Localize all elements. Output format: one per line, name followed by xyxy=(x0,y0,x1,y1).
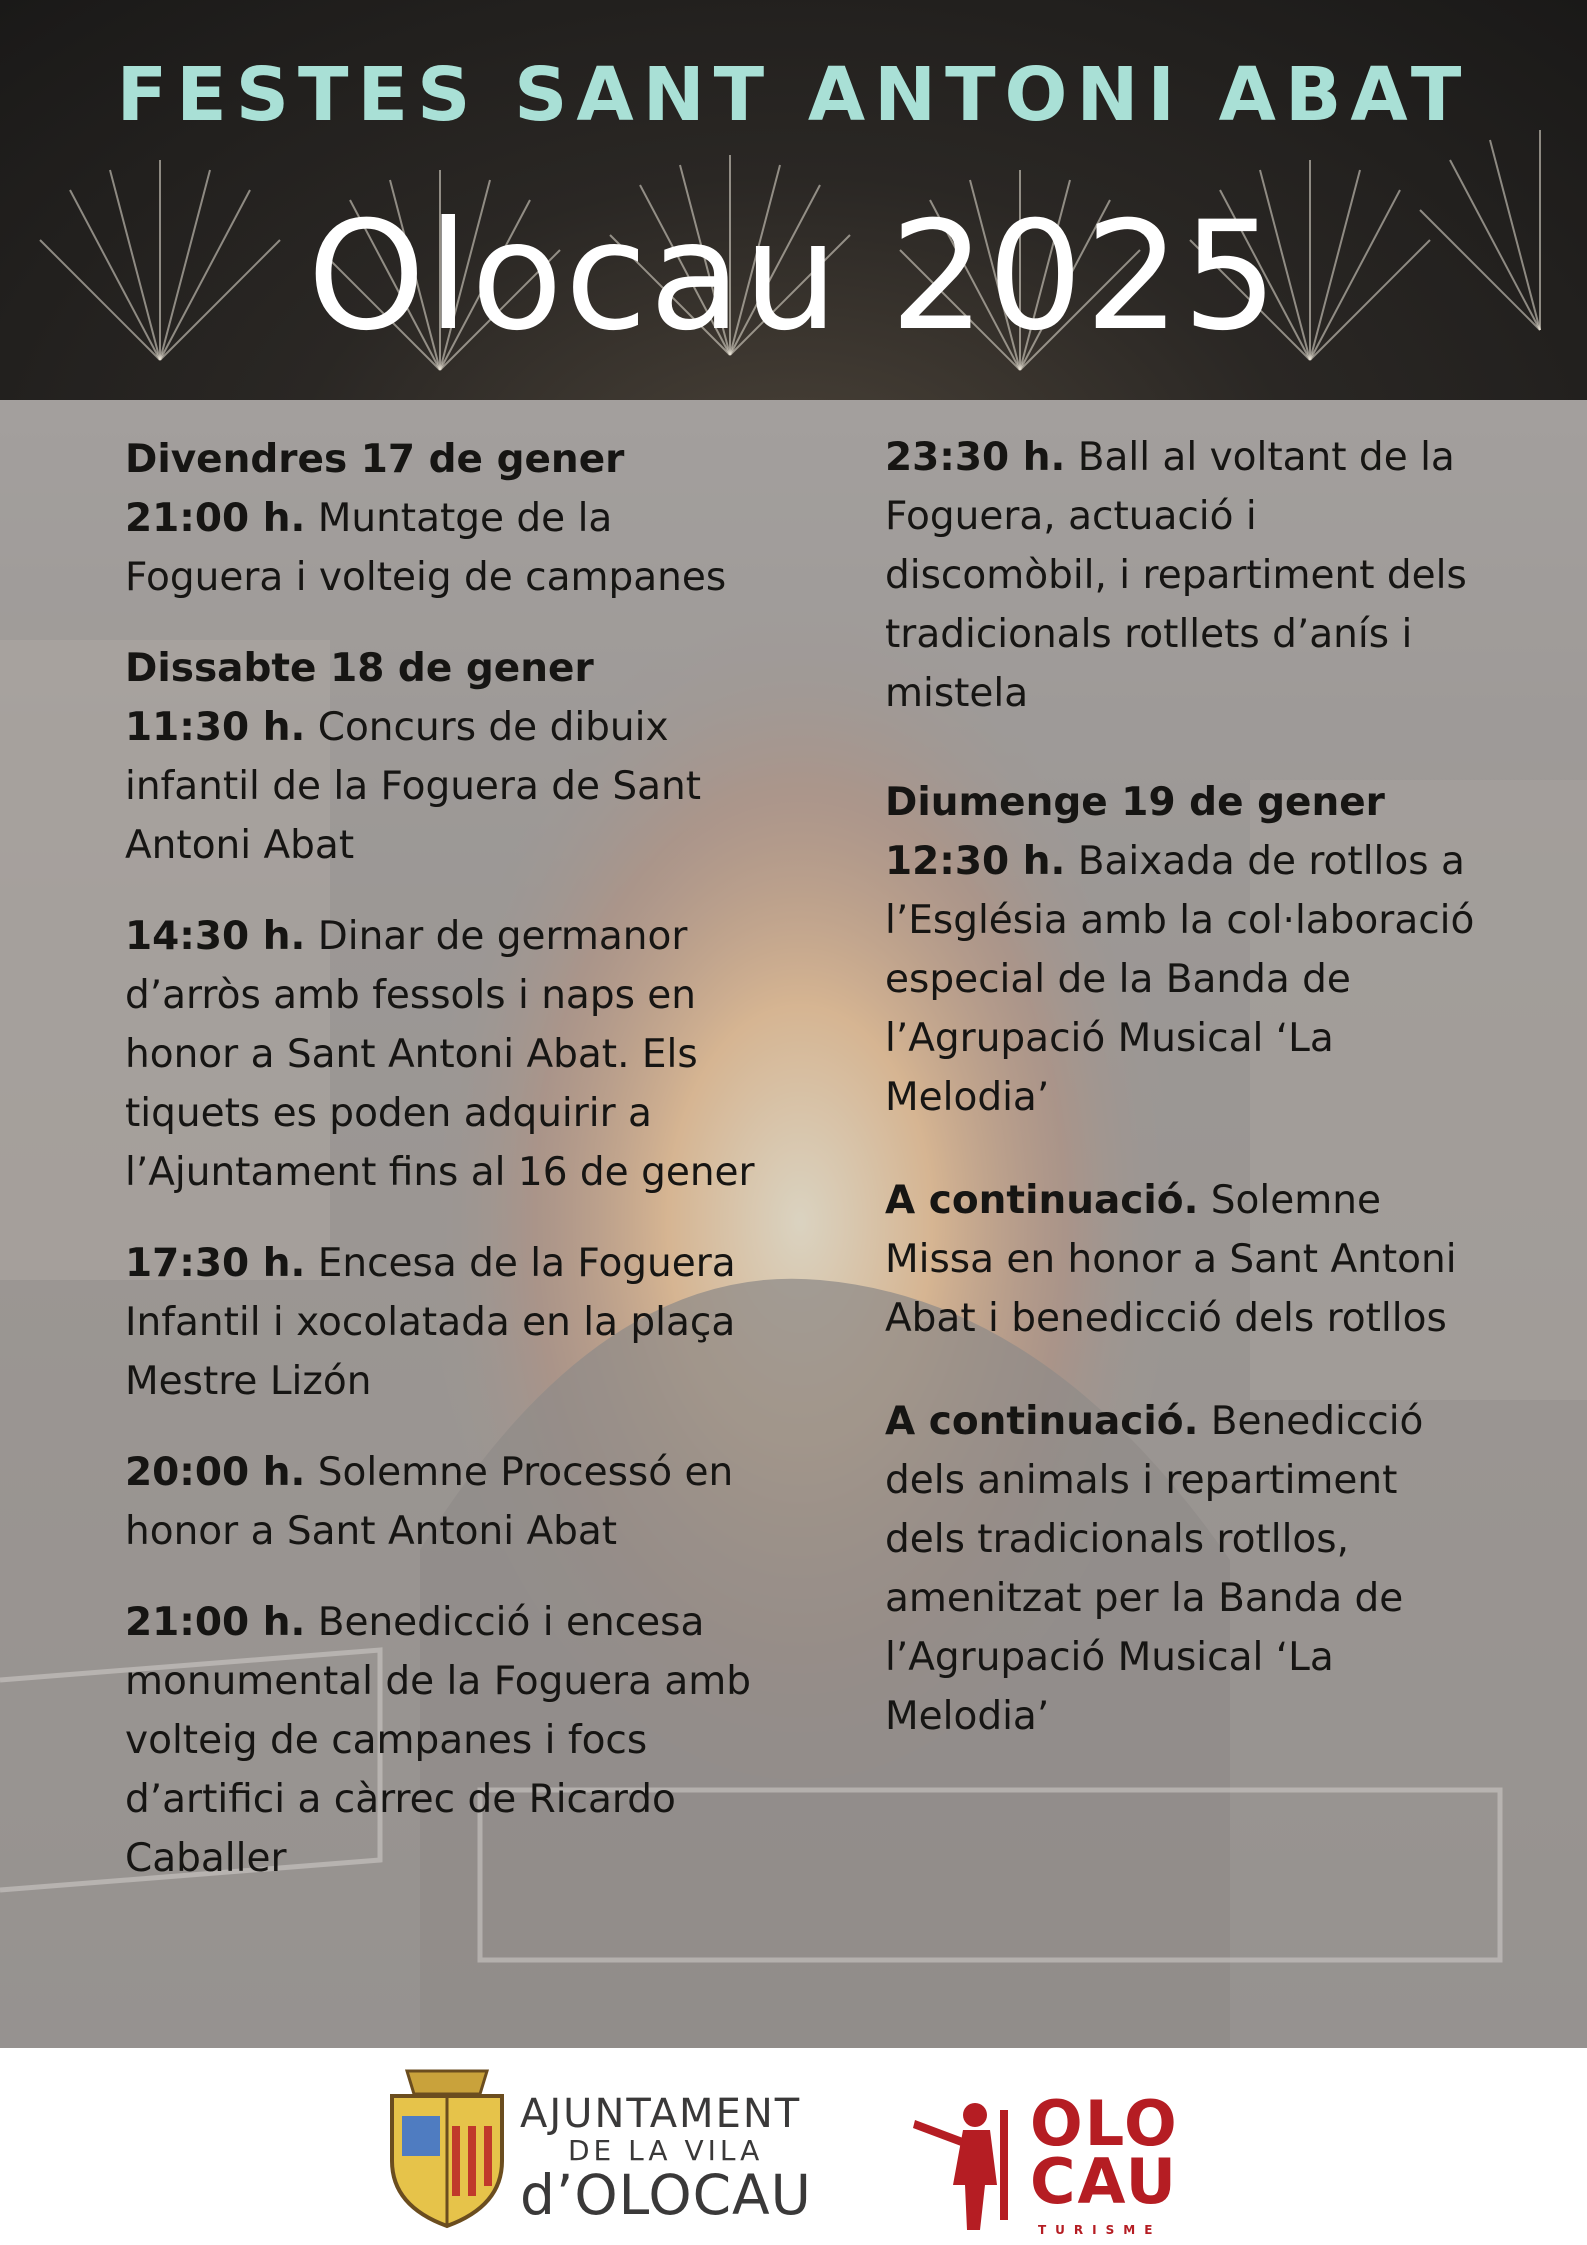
entry-description: Dinar de germanor d’arròs amb fessols i naps en honor a Sant Antoni Abat. Els tiquets es poden adquirir a l’Ajuntament fins al 16 de gener xyxy=(125,914,755,1195)
ajuntament-line1: AJUNTAMENT xyxy=(520,2091,802,2137)
entry-time: 17:30 h. xyxy=(125,1241,306,1286)
program-entry xyxy=(125,1234,765,1411)
entry-time: A continuació. xyxy=(885,1178,1199,1223)
entry-description: Benedicció dels animals i repartiment dels tradicionals rotllos, amenitzat per la Banda de l’Agrupació Musical ‘La Melodia’ xyxy=(885,1399,1424,1739)
day-heading: Dissabte 18 de gener xyxy=(125,646,594,691)
olocau-logo-line2: CAU xyxy=(1030,2145,1178,2218)
program-entry xyxy=(125,1443,765,1561)
entry-description: Ball al voltant de la Foguera, actuació i discomòbil, i repartiment dels tradicionals rotllets d’anís i mistela xyxy=(885,435,1467,716)
program-entry xyxy=(885,773,1485,1127)
saint-figure-icon xyxy=(905,2090,1025,2240)
ajuntament-line2: DE LA VILA xyxy=(568,2134,764,2167)
entry-time: 21:00 h. xyxy=(125,1600,306,1645)
turisme-label: TURISME xyxy=(1038,2223,1162,2237)
program-entry xyxy=(125,907,765,1202)
entry-description: Concurs de dibuix infantil de la Foguera de Sant Antoni Abat xyxy=(125,705,702,868)
entry-time: 20:00 h. xyxy=(125,1450,306,1495)
entry-time: 14:30 h. xyxy=(125,914,306,959)
entry-description: Muntatge de la Foguera i volteig de campanes xyxy=(125,496,727,600)
program-entry xyxy=(125,1593,765,1888)
entry-time: 23:30 h. xyxy=(885,435,1066,480)
program-column-left xyxy=(125,430,765,1920)
festival-title: Olocau 2025 xyxy=(307,190,1280,364)
ajuntament-logo-text xyxy=(520,2091,812,2227)
olocau-logo-line1: OLO xyxy=(1030,2087,1179,2160)
program-entry xyxy=(125,430,765,607)
entry-time: 12:30 h. xyxy=(885,839,1066,884)
header-fireworks-banner xyxy=(0,0,1587,400)
entry-time: 11:30 h. xyxy=(125,705,306,750)
program-entry xyxy=(885,1171,1485,1348)
olocau-turisme-logo-text xyxy=(1030,2087,1179,2218)
entry-description: Solemne Processó en honor a Sant Antoni Abat xyxy=(125,1450,734,1554)
entry-time: A continuació. xyxy=(885,1399,1199,1444)
program-entry xyxy=(125,639,765,875)
entry-description: Benedicció i encesa monumental de la Foguera amb volteig de campanes i focs d’artifici a càrrec de Ricardo Caballer xyxy=(125,1600,752,1881)
entry-description: Encesa de la Foguera Infantil i xocolatada en la plaça Mestre Lizón xyxy=(125,1241,736,1404)
coat-of-arms-icon xyxy=(372,2066,522,2236)
festival-supertitle: FESTES SANT ANTONI ABAT xyxy=(116,52,1471,138)
entry-time: 21:00 h. xyxy=(125,496,306,541)
program-entry xyxy=(885,1392,1485,1746)
day-heading: Diumenge 19 de gener xyxy=(885,780,1385,825)
entry-description: Baixada de rotllos a l’Església amb la col·laboració especial de la Banda de l’Agrupació Musical ‘La Melodia’ xyxy=(885,839,1475,1120)
program-entry xyxy=(885,428,1485,723)
entry-description: Solemne Missa en honor a Sant Antoni Abat i benedicció dels rotllos xyxy=(885,1178,1457,1341)
program-column-right xyxy=(885,428,1485,1778)
ajuntament-line3: d’OLOCAU xyxy=(520,2163,812,2227)
day-heading: Divendres 17 de gener xyxy=(125,437,625,482)
